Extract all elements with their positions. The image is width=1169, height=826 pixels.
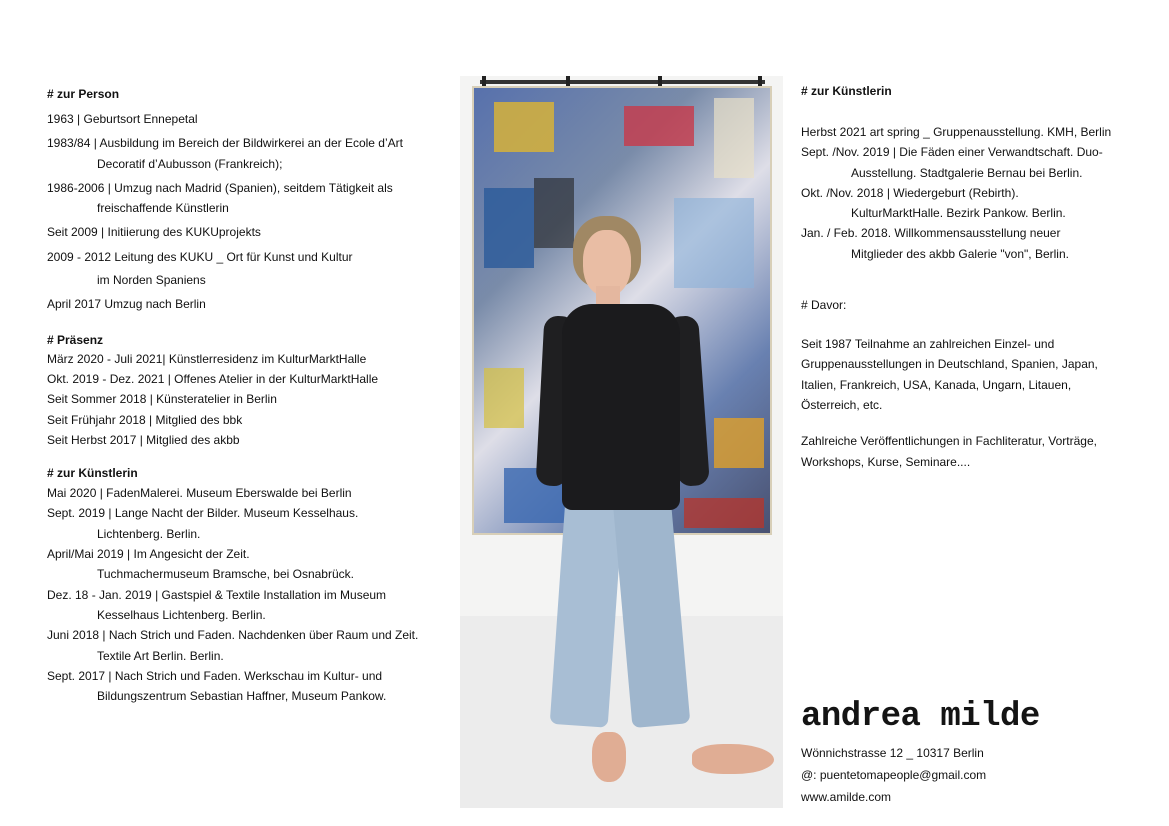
right-column xyxy=(801,84,1141,472)
entry-line: Herbst 2021 art spring _ Gruppenausstellung. KMH, Berlin xyxy=(801,125,1112,139)
entry-line: Okt. /Nov. 2018 | Wiedergeburt (Rebirth). xyxy=(801,185,1019,200)
left-column xyxy=(47,87,447,706)
person-list xyxy=(47,109,447,315)
entry-line: Seit 2009 | Initiierung des KUKUprojekts xyxy=(47,225,261,240)
entry-continuation: freischaffende Künstlerin xyxy=(97,201,229,216)
paragraph-line: Zahlreiche Veröffentlichungen in Fachliteratur, Vorträge, xyxy=(801,434,1097,449)
list-item xyxy=(47,483,447,503)
list-item: Seit Sommer 2018 | Künsteratelier in Berlin xyxy=(47,392,277,407)
artwork-patch xyxy=(714,418,764,468)
email-link[interactable]: @: puentetomapeople@gmail.com xyxy=(801,768,987,782)
artist-heading-right: # zur Künstlerin xyxy=(801,84,892,98)
entry-line: Juni 2018 | Nach Strich und Faden. Nachdenken über Raum und Zeit. xyxy=(47,628,419,643)
photo-floor xyxy=(460,616,783,808)
list-item xyxy=(47,544,447,585)
list-item: Okt. 2019 - Dez. 2021 | Offenes Atelier in der KulturMarktHalle xyxy=(47,371,379,386)
list-item: März 2020 - Juli 2021| Künstlerresidenz im KulturMarktHalle xyxy=(47,351,367,366)
list-item xyxy=(801,142,1141,183)
entry-continuation: im Norden Spaniens xyxy=(97,273,206,288)
right-foot xyxy=(692,744,774,774)
address-text: Wönnichstrasse 12 _ 10317 Berlin xyxy=(801,746,984,760)
tapestry-rod xyxy=(480,80,765,84)
artwork-patch xyxy=(534,178,574,248)
entry-continuation: Mitglieder des akbb Galerie "von", Berlin. xyxy=(851,246,1069,261)
list-item xyxy=(47,666,447,707)
person-heading: # zur Person xyxy=(47,87,120,101)
website-link[interactable]: www.amilde.com xyxy=(801,790,892,804)
entry-line: Sept. /Nov. 2019 | Die Fäden einer Verwandtschaft. Duo- xyxy=(801,145,1103,160)
paragraph-line: Österreich, etc. xyxy=(801,397,883,412)
entry-line: Jan. / Feb. 2018. Willkommensausstellung neuer xyxy=(801,226,1061,241)
list-item xyxy=(47,133,447,174)
entry-continuation: Textile Art Berlin. Berlin. xyxy=(97,648,224,663)
entry-line: April 2017 Umzug nach Berlin xyxy=(47,297,206,312)
before-paragraph xyxy=(801,334,1141,415)
list-item xyxy=(47,585,447,626)
list-item xyxy=(47,503,447,544)
torso xyxy=(562,304,680,510)
entry-continuation: Kesselhaus Lichtenberg. Berlin. xyxy=(97,607,266,622)
artist-list xyxy=(47,483,447,706)
presence-list xyxy=(47,349,447,450)
entry-continuation: Bildungszentrum Sebastian Haffner, Museum Pankow. xyxy=(97,689,387,704)
artwork-patch xyxy=(674,198,754,288)
left-foot xyxy=(592,732,626,782)
entry-line: 1963 | Geburtsort Ennepetal xyxy=(47,112,198,126)
contact-info xyxy=(801,742,1040,808)
artist-list-right xyxy=(801,122,1141,264)
list-item xyxy=(47,178,447,219)
list-item xyxy=(47,222,447,242)
artwork-patch xyxy=(714,98,754,178)
entry-line: 1983/84 | Ausbildung im Bereich der Bildwirkerei an der Ecole d’Art xyxy=(47,136,403,151)
before-heading: # Davor: xyxy=(801,298,847,313)
list-item xyxy=(801,223,1141,264)
artwork-patch xyxy=(484,188,534,268)
artwork-patch xyxy=(494,102,554,152)
list-item xyxy=(801,183,1141,224)
entry-line: April/Mai 2019 | Im Angesicht der Zeit. xyxy=(47,547,250,562)
entry-line: Dez. 18 - Jan. 2019 | Gastspiel & Textile Installation im Museum xyxy=(47,587,387,602)
entry-continuation: Lichtenberg. Berlin. xyxy=(97,526,201,541)
paragraph-line: Workshops, Kurse, Seminare.... xyxy=(801,454,971,469)
artist-heading: # zur Künstlerin xyxy=(47,466,138,481)
publications-paragraph xyxy=(801,431,1141,472)
presence-heading: # Präsenz xyxy=(47,332,104,347)
entry-line: 1986-2006 | Umzug nach Madrid (Spanien), seitdem Tätigkeit als xyxy=(47,180,393,195)
list-item xyxy=(47,625,447,666)
entry-line: Sept. 2017 | Nach Strich und Faden. Werkschau im Kultur- und xyxy=(47,668,383,683)
artwork-patch xyxy=(484,368,524,428)
list-item xyxy=(801,122,1141,142)
portrait-photo xyxy=(460,76,783,808)
list-item xyxy=(47,109,447,129)
list-item xyxy=(47,294,447,314)
list-item: Seit Frühjahr 2018 | Mitglied des bbk xyxy=(47,412,243,427)
list-item xyxy=(47,247,447,291)
entry-continuation: KulturMarktHalle. Bezirk Pankow. Berlin. xyxy=(851,206,1066,221)
name-contact-block xyxy=(801,697,1040,808)
artwork-patch xyxy=(684,498,764,528)
entry-continuation: Decoratif d’Aubusson (Frankreich); xyxy=(97,156,283,171)
paragraph-line: Gruppenausstellungen in Deutschland, Spanien, Japan, xyxy=(801,357,1098,372)
entry-line: Mai 2020 | FadenMalerei. Museum Eberswalde bei Berlin xyxy=(47,486,352,501)
paragraph-line: Italien, Frankreich, USA, Kanada, Ungarn, Litauen, xyxy=(801,377,1072,392)
entry-continuation: Tuchmachermuseum Bramsche, bei Osnabrück. xyxy=(97,567,354,582)
list-item: Seit Herbst 2017 | Mitglied des akbb xyxy=(47,432,240,447)
entry-line: Sept. 2019 | Lange Nacht der Bilder. Museum Kesselhaus. xyxy=(47,506,359,521)
artwork-patch xyxy=(624,106,694,146)
entry-continuation: Ausstellung. Stadtgalerie Bernau bei Berlin. xyxy=(851,165,1083,180)
entry-line: 2009 - 2012 Leitung des KUKU _ Ort für Kunst und Kultur xyxy=(47,249,353,264)
artist-name: andrea milde xyxy=(801,698,1040,736)
paragraph-line: Seit 1987 Teilnahme an zahlreichen Einzel- und xyxy=(801,337,1055,352)
